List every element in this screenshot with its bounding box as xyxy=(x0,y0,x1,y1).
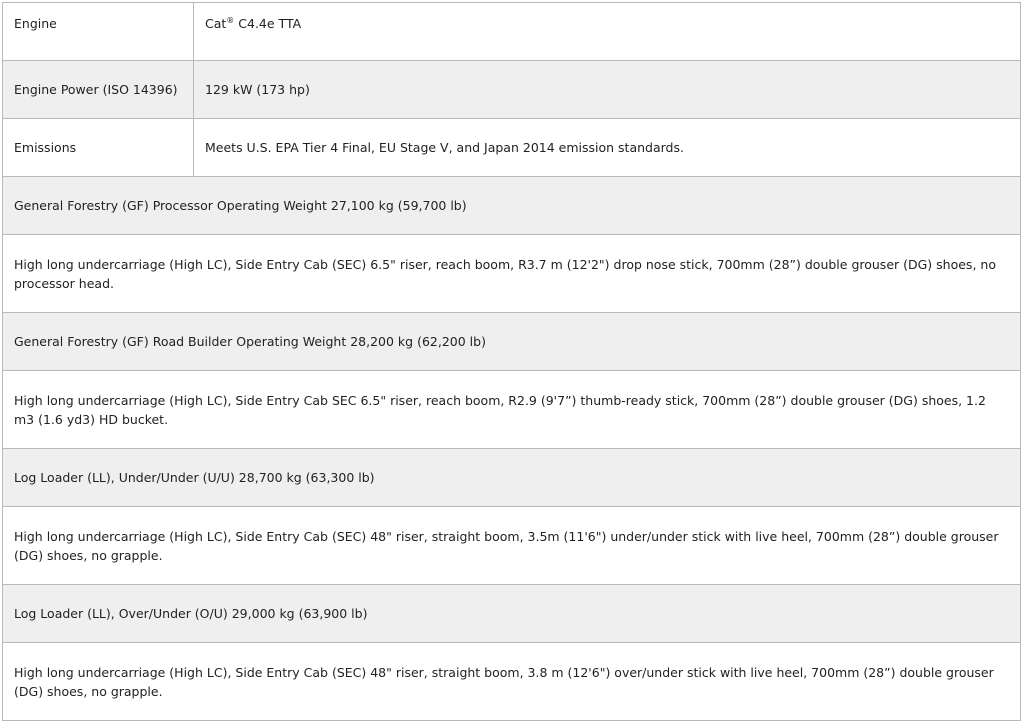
config-description-row xyxy=(3,643,1021,721)
config-heading: Log Loader (LL), Under/Under (U/U) 28,700 kg (63,300 lb) xyxy=(3,449,1021,507)
config-description-row xyxy=(3,371,1021,449)
config-heading-row xyxy=(3,177,1021,235)
config-description: High long undercarriage (High LC), Side Entry Cab (SEC) 48" riser, straight boom, 3.8 m (12'6") over/under stick with live heel, 700mm (28”) double grouser (DG) shoes, no grapple. xyxy=(3,643,1021,721)
config-description-row xyxy=(3,235,1021,313)
config-description: High long undercarriage (High LC), Side Entry Cab (SEC) 48" riser, straight boom, 3.5m (11'6") under/under stick with live heel, 700mm (28”) double grouser (DG) shoes, no grapple. xyxy=(3,507,1021,585)
spec-row-emissions xyxy=(3,119,1021,177)
engine-label: Engine xyxy=(14,16,57,31)
config-heading-row xyxy=(3,313,1021,371)
spec-label: Engine Power (ISO 14396) xyxy=(3,61,194,119)
config-heading-row xyxy=(3,449,1021,507)
spec-value xyxy=(194,3,1021,61)
engine-brand: Cat xyxy=(205,16,227,31)
config-heading: General Forestry (GF) Processor Operating Weight 27,100 kg (59,700 lb) xyxy=(3,177,1021,235)
spec-value: Meets U.S. EPA Tier 4 Final, EU Stage V, and Japan 2014 emission standards. xyxy=(194,119,1021,177)
config-description: High long undercarriage (High LC), Side Entry Cab (SEC) 6.5" riser, reach boom, R3.7 m (12'2") drop nose stick, 700mm (28”) double grouser (DG) shoes, no processor head. xyxy=(3,235,1021,313)
engine-value xyxy=(205,3,1009,33)
config-description: High long undercarriage (High LC), Side Entry Cab SEC 6.5" riser, reach boom, R2.9 (9'7”) thumb-ready stick, 700mm (28”) double grouser (DG) shoes, 1.2 m3 (1.6 yd3) HD bucket. xyxy=(3,371,1021,449)
specifications-table xyxy=(2,2,1021,721)
config-heading: General Forestry (GF) Road Builder Operating Weight 28,200 kg (62,200 lb) xyxy=(3,313,1021,371)
registered-mark: ® xyxy=(226,16,235,25)
spec-row-engine-power xyxy=(3,61,1021,119)
spec-label xyxy=(3,3,194,61)
spec-value: 129 kW (173 hp) xyxy=(194,61,1021,119)
spec-row-engine xyxy=(3,3,1021,61)
config-description-row xyxy=(3,507,1021,585)
spec-label: Emissions xyxy=(3,119,194,177)
config-heading-row xyxy=(3,585,1021,643)
config-heading: Log Loader (LL), Over/Under (O/U) 29,000 kg (63,900 lb) xyxy=(3,585,1021,643)
engine-model: C4.4e TTA xyxy=(234,16,302,31)
